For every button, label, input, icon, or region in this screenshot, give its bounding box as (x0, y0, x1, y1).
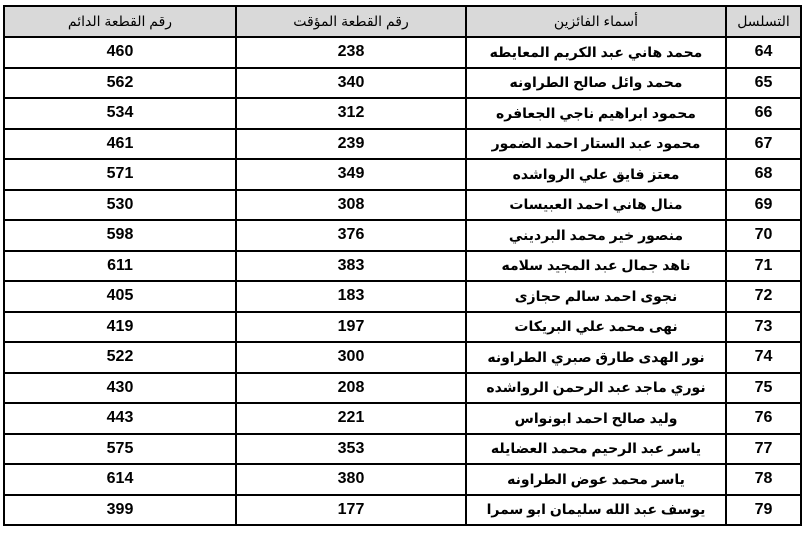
permanent-plot-cell: 571 (4, 159, 236, 190)
temporary-plot-cell: 239 (236, 129, 466, 160)
serial-cell: 75 (726, 373, 801, 404)
permanent-plot-cell: 611 (4, 251, 236, 282)
permanent-plot-cell: 405 (4, 281, 236, 312)
temporary-plot-cell: 197 (236, 312, 466, 343)
serial-cell: 64 (726, 37, 801, 68)
serial-cell: 73 (726, 312, 801, 343)
winner-name-cell: منال هاني احمد العبيسات (466, 190, 726, 221)
temporary-plot-cell: 177 (236, 495, 466, 526)
temporary-plot-cell: 308 (236, 190, 466, 221)
winner-name-cell: نهى محمد علي البريكات (466, 312, 726, 343)
serial-cell: 77 (726, 434, 801, 465)
permanent-plot-cell: 562 (4, 68, 236, 99)
serial-cell: 70 (726, 220, 801, 251)
header-row (4, 6, 801, 37)
permanent-plot-cell: 443 (4, 403, 236, 434)
permanent-plot-cell: 575 (4, 434, 236, 465)
temporary-plot-cell: 208 (236, 373, 466, 404)
serial-cell: 67 (726, 129, 801, 160)
header-temporary-plot-number: رقم القطعة المؤقت (236, 6, 466, 37)
temporary-plot-cell: 353 (236, 434, 466, 465)
serial-cell: 78 (726, 464, 801, 495)
table-row (4, 373, 801, 404)
table-row (4, 129, 801, 160)
winner-name-cell: ياسر محمد عوض الطراونه (466, 464, 726, 495)
winner-name-cell: ناهد جمال عبد المجيد سلامه (466, 251, 726, 282)
serial-cell: 71 (726, 251, 801, 282)
winner-name-cell: يوسف عبد الله سليمان ابو سمرا (466, 495, 726, 526)
table-row (4, 159, 801, 190)
permanent-plot-cell: 530 (4, 190, 236, 221)
winner-name-cell: محمود عبد الستار احمد الضمور (466, 129, 726, 160)
table-row (4, 37, 801, 68)
permanent-plot-cell: 419 (4, 312, 236, 343)
winner-name-cell: محمود ابراهيم ناجي الجعافره (466, 98, 726, 129)
table-row (4, 464, 801, 495)
permanent-plot-cell: 430 (4, 373, 236, 404)
temporary-plot-cell: 238 (236, 37, 466, 68)
permanent-plot-cell: 522 (4, 342, 236, 373)
temporary-plot-cell: 221 (236, 403, 466, 434)
winners-table (3, 5, 802, 526)
table-row (4, 68, 801, 99)
serial-cell: 74 (726, 342, 801, 373)
header-serial: التسلسل (726, 6, 801, 37)
serial-cell: 66 (726, 98, 801, 129)
table-row (4, 190, 801, 221)
table-row (4, 251, 801, 282)
winner-name-cell: معتز فايق علي الرواشده (466, 159, 726, 190)
temporary-plot-cell: 376 (236, 220, 466, 251)
temporary-plot-cell: 312 (236, 98, 466, 129)
header-winner-names: أسماء الفائزين (466, 6, 726, 37)
temporary-plot-cell: 349 (236, 159, 466, 190)
table-row (4, 434, 801, 465)
serial-cell: 69 (726, 190, 801, 221)
table-row (4, 342, 801, 373)
permanent-plot-cell: 534 (4, 98, 236, 129)
winner-name-cell: محمد هاني عبد الكريم المعايطه (466, 37, 726, 68)
table-row (4, 312, 801, 343)
serial-cell: 72 (726, 281, 801, 312)
serial-cell: 79 (726, 495, 801, 526)
permanent-plot-cell: 460 (4, 37, 236, 68)
temporary-plot-cell: 300 (236, 342, 466, 373)
temporary-plot-cell: 183 (236, 281, 466, 312)
table-body (4, 37, 801, 525)
winner-name-cell: منصور خير محمد البرديني (466, 220, 726, 251)
header-permanent-plot-number: رقم القطعة الدائم (4, 6, 236, 37)
serial-cell: 65 (726, 68, 801, 99)
winner-name-cell: وليد صالح احمد ابونواس (466, 403, 726, 434)
winner-name-cell: محمد وائل صالح الطراونه (466, 68, 726, 99)
temporary-plot-cell: 383 (236, 251, 466, 282)
permanent-plot-cell: 598 (4, 220, 236, 251)
table-row (4, 403, 801, 434)
winner-name-cell: نوري ماجد عبد الرحمن الرواشده (466, 373, 726, 404)
permanent-plot-cell: 614 (4, 464, 236, 495)
temporary-plot-cell: 340 (236, 68, 466, 99)
table-row (4, 495, 801, 526)
permanent-plot-cell: 399 (4, 495, 236, 526)
table-row (4, 98, 801, 129)
winner-name-cell: ياسر عبد الرحيم محمد العضايله (466, 434, 726, 465)
winner-name-cell: نجوى احمد سالم حجازى (466, 281, 726, 312)
permanent-plot-cell: 461 (4, 129, 236, 160)
temporary-plot-cell: 380 (236, 464, 466, 495)
table-row (4, 220, 801, 251)
serial-cell: 68 (726, 159, 801, 190)
serial-cell: 76 (726, 403, 801, 434)
winner-name-cell: نور الهدى طارق صبري الطراونه (466, 342, 726, 373)
table-row (4, 281, 801, 312)
